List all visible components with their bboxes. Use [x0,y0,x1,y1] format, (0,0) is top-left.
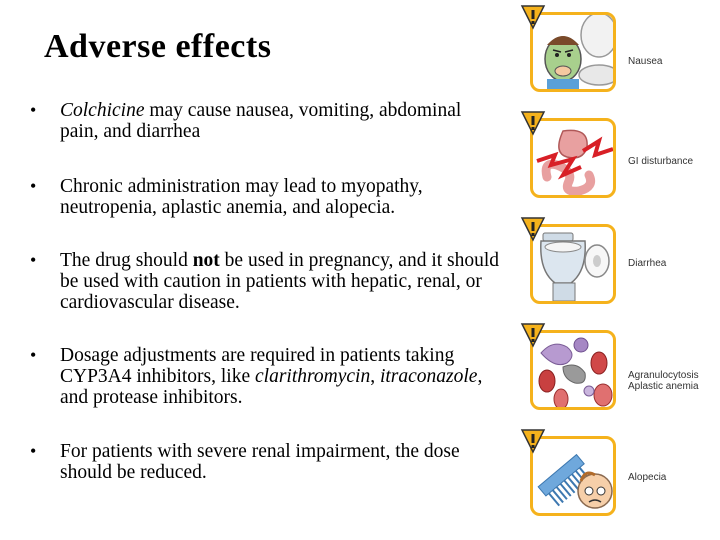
side-effect-card-blood [520,322,699,406]
side-effect-label-agranulocytosis: Agranulocytosis [628,370,699,381]
side-effect-card-alopecia [520,428,667,512]
side-effect-label-nausea: Nausea [628,56,663,67]
side-effects-panel [520,0,720,540]
side-effect-label-diarrhea: Diarrhea [628,258,667,269]
warning-icon [520,428,546,454]
side-effect-label-alopecia: Alopecia [628,472,667,483]
side-effect-card-nausea [520,4,663,88]
bullet-chronic-administration: • Chronic administration may lead to myopathy, neutropenia, aplastic anemia, and alopecia. [30,176,500,218]
bullet-renal-impairment: • For patients with severe renal impairment, the dose should be reduced. [30,441,500,483]
bullet-pregnancy: • The drug should not be used in pregnancy, and it should be used with caution in patients with hepatic, renal, or cardiovascular disease. [30,250,500,313]
warning-icon [520,4,546,30]
warning-icon [520,216,546,242]
slide-title: Adverse effects [44,28,272,65]
side-effect-card-diarrhea [520,216,667,300]
side-effect-label-aplastic-anemia: Aplastic anemia [628,381,699,392]
bullet-text: Colchicine may cause nausea, vomiting, abdominal pain, and diarrhea [60,100,462,142]
warning-icon [520,110,546,136]
bullet-cyp3a4: • Dosage adjustments are required in patients taking CYP3A4 inhibitors, like clarithromycin, itraconazole, and protease inhibitors. [30,345,500,408]
side-effect-card-gi [520,110,694,194]
side-effect-label-gi: GI disturbance [628,156,694,167]
bullet-colchicine-gi [30,100,500,142]
warning-icon [520,322,546,348]
